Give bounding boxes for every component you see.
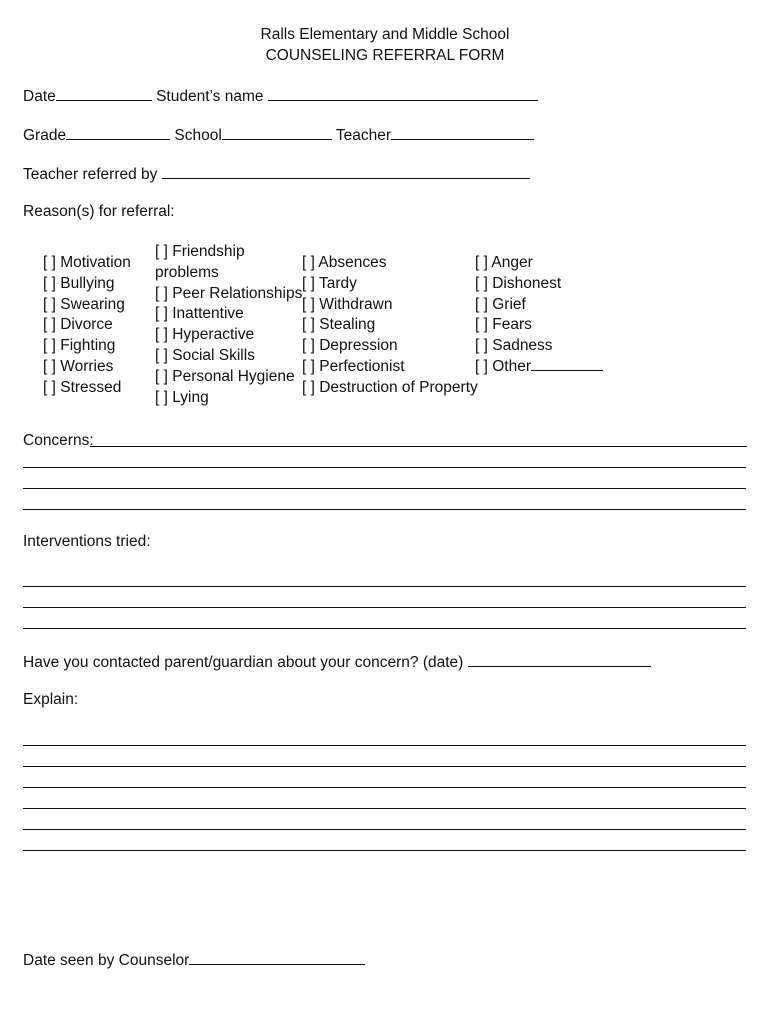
reason-stressed[interactable]: [ ] Stressed [43,378,122,396]
concerns-line-1[interactable] [90,446,747,447]
concerns-line-4[interactable] [23,509,746,510]
reasons-column-3 [302,253,478,399]
date-seen-row [23,951,365,969]
other-field[interactable] [531,358,603,371]
reason-stealing[interactable]: [ ] Stealing [302,316,376,334]
interventions-line-1[interactable] [23,586,746,587]
school-label: School [174,127,222,144]
reason-hyperactive[interactable]: [ ] Hyperactive [155,326,255,344]
reason-withdrawn[interactable]: [ ] Withdrawn [302,295,393,313]
reason-sadness[interactable]: [ ] Sadness [475,337,553,355]
parent-contact-row [23,653,651,671]
reason-lying[interactable]: [ ] Lying [155,388,209,406]
date-label: Date [23,88,56,105]
teacher-referred-row [23,165,530,183]
date-seen-field[interactable] [189,951,365,965]
reasons-column-4 [475,253,603,378]
school-field[interactable] [222,126,332,140]
reason-fears[interactable]: [ ] Fears [475,316,532,334]
interventions-line-3[interactable] [23,628,746,629]
school-name: Ralls Elementary and Middle School [260,26,510,43]
grade-label: Grade [23,127,67,144]
student-name-label: Student’s name [156,88,264,105]
reasons-column-2 [155,242,302,408]
parent-contact-date-field[interactable] [468,653,651,667]
reason-social-skills[interactable]: [ ] Social Skills [155,346,255,364]
date-seen-label: Date seen by Counselor [23,952,190,969]
reason-swearing[interactable]: [ ] Swearing [43,295,125,313]
explain-line-6[interactable] [23,850,746,851]
interventions-line-2[interactable] [23,607,746,608]
concerns-label: Concerns: [23,432,94,449]
reason-depression[interactable]: [ ] Depression [302,337,398,355]
parent-contact-label: Have you contacted parent/guardian about your concern? (date) [23,654,464,671]
teacher-label: Teacher [335,127,391,144]
reason-anger[interactable]: [ ] Anger [475,254,533,271]
reason-dishonest[interactable]: [ ] Dishonest [475,274,562,292]
teacher-referred-label: Teacher referred by [23,166,158,183]
student-name-field[interactable] [268,87,538,101]
reason-grief[interactable]: [ ] Grief [475,295,526,313]
date-field[interactable] [56,87,152,101]
reason-friendship[interactable]: [ ] Friendship [155,243,245,260]
date-row [23,87,538,105]
reason-destruction-of-property[interactable]: [ ] Destruction of Property [302,378,478,396]
reasons-column-1 [43,253,131,399]
reason-motivation[interactable]: [ ] Motivation [43,254,131,271]
reason-tardy[interactable]: [ ] Tardy [302,274,357,292]
reason-worries[interactable]: [ ] Worries [43,357,114,375]
grade-field[interactable] [66,126,170,140]
interventions-label: Interventions tried: [23,533,151,550]
form-title: COUNSELING REFERRAL FORM [265,47,505,64]
explain-line-5[interactable] [23,829,746,830]
reason-divorce[interactable]: [ ] Divorce [43,316,113,334]
reason-perfectionist[interactable]: [ ] Perfectionist [302,357,405,375]
explain-line-2[interactable] [23,766,746,767]
reason-absences[interactable]: [ ] Absences [302,254,387,271]
reason-friendship-cont: problems [155,263,219,281]
explain-line-3[interactable] [23,787,746,788]
reason-bullying[interactable]: [ ] Bullying [43,274,115,292]
explain-line-4[interactable] [23,808,746,809]
concerns-line-2[interactable] [23,467,746,468]
reason-fighting[interactable]: [ ] Fighting [43,337,116,355]
reason-inattentive[interactable]: [ ] Inattentive [155,305,244,323]
reason-personal-hygiene[interactable]: [ ] Personal Hygiene [155,367,295,385]
reason-peer-relationships[interactable]: [ ] Peer Relationships [155,284,303,302]
reasons-heading: Reason(s) for referral: [23,203,175,220]
concerns-line-3[interactable] [23,488,746,489]
explain-line-1[interactable] [23,745,746,746]
reason-other[interactable]: [ ] Other [475,357,603,378]
explain-label: Explain: [23,691,79,708]
teacher-field[interactable] [391,126,534,140]
grade-row [23,126,534,144]
teacher-referred-field[interactable] [162,165,530,179]
